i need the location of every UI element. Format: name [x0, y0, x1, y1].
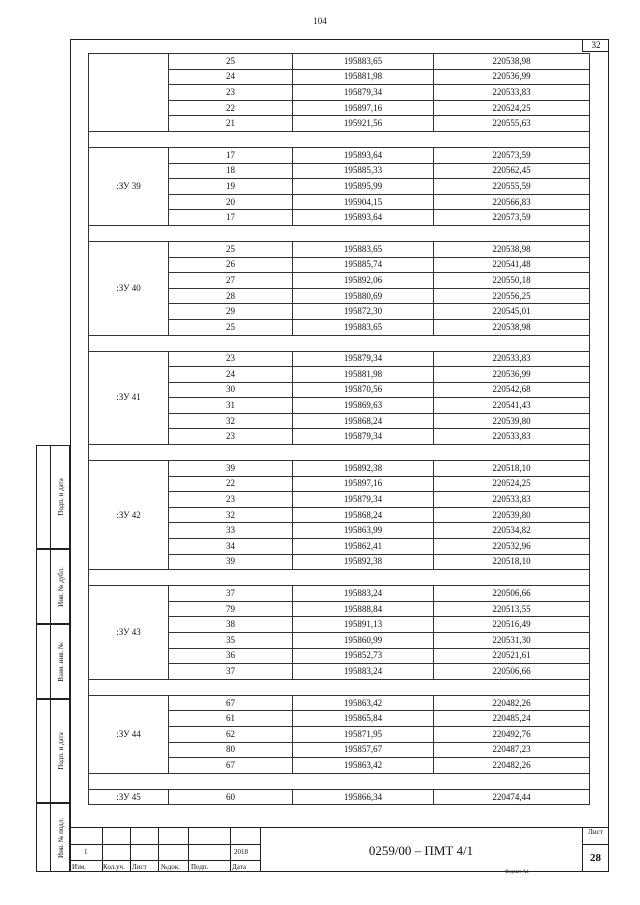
left-signature-strip: [36, 445, 70, 872]
table-row: [89, 789, 590, 805]
tb-ndok: №док.: [161, 863, 180, 871]
y-coordinate: 220538,98: [434, 54, 590, 70]
point-number: 31: [169, 398, 293, 414]
plot-label: :ЗУ 40: [89, 241, 169, 335]
x-coordinate: 195868,24: [293, 507, 434, 523]
point-number: 28: [169, 288, 293, 304]
y-coordinate: 220521,61: [434, 648, 590, 664]
x-coordinate: 195892,38: [293, 461, 434, 477]
point-number: 39: [169, 554, 293, 570]
y-coordinate: 220556,25: [434, 288, 590, 304]
strip-cell-podp-data-2: Подп. и дата: [36, 699, 70, 803]
y-coordinate: 220524,25: [434, 476, 590, 492]
point-number: 25: [169, 54, 293, 70]
x-coordinate: 195893,64: [293, 147, 434, 163]
plot-label: :ЗУ 39: [89, 147, 169, 225]
table-row: [89, 695, 590, 711]
table-row: [89, 241, 590, 257]
point-number: 22: [169, 100, 293, 116]
document-code: 0259/00 – ПМТ 4/1: [368, 843, 474, 858]
y-coordinate: 220533,83: [434, 429, 590, 445]
y-coordinate: 220555,59: [434, 179, 590, 195]
x-coordinate: 195868,24: [293, 413, 434, 429]
y-coordinate: 220492,76: [434, 726, 590, 742]
x-coordinate: 195881,98: [293, 367, 434, 383]
point-number: 17: [169, 147, 293, 163]
x-coordinate: 195892,06: [293, 273, 434, 289]
x-coordinate: 195881,98: [293, 69, 434, 85]
point-number: 38: [169, 617, 293, 633]
point-number: 67: [169, 695, 293, 711]
x-coordinate: 195879,34: [293, 85, 434, 101]
point-number: 39: [169, 461, 293, 477]
y-coordinate: 220539,80: [434, 507, 590, 523]
x-coordinate: 195866,34: [293, 789, 434, 805]
x-coordinate: 195893,64: [293, 210, 434, 226]
group-separator: [89, 225, 590, 241]
table-row: [89, 54, 590, 70]
x-coordinate: 195865,84: [293, 711, 434, 727]
strip-cell-podp-data-1: Подп. и дата: [36, 445, 70, 549]
y-coordinate: 220533,83: [434, 492, 590, 508]
coordinates-table: [88, 53, 590, 805]
point-number: 60: [169, 789, 293, 805]
y-coordinate: 220562,45: [434, 163, 590, 179]
x-coordinate: 195871,95: [293, 726, 434, 742]
y-coordinate: 220516,49: [434, 617, 590, 633]
page-number: 104: [313, 16, 327, 26]
y-coordinate: 220555,63: [434, 116, 590, 132]
x-coordinate: 195879,34: [293, 429, 434, 445]
point-number: 80: [169, 742, 293, 758]
y-coordinate: 220573,59: [434, 147, 590, 163]
x-coordinate: 195852,73: [293, 648, 434, 664]
y-coordinate: 220533,83: [434, 351, 590, 367]
plot-label: :ЗУ 42: [89, 461, 169, 570]
point-number: 22: [169, 476, 293, 492]
plot-label: :ЗУ 41: [89, 351, 169, 445]
x-coordinate: 195863,42: [293, 695, 434, 711]
y-coordinate: 220536,99: [434, 69, 590, 85]
point-number: 18: [169, 163, 293, 179]
y-coordinate: 220532,96: [434, 539, 590, 555]
group-separator: [89, 445, 590, 461]
x-coordinate: 195879,34: [293, 351, 434, 367]
point-number: 29: [169, 304, 293, 320]
tb-izm: Изм.: [72, 863, 86, 871]
format-label: Формат А4: [505, 870, 529, 875]
y-coordinate: 220566,83: [434, 194, 590, 210]
y-coordinate: 220536,99: [434, 367, 590, 383]
x-coordinate: 195885,74: [293, 257, 434, 273]
x-coordinate: 195897,16: [293, 100, 434, 116]
x-coordinate: 195880,69: [293, 288, 434, 304]
y-coordinate: 220538,98: [434, 319, 590, 335]
point-number: 19: [169, 179, 293, 195]
point-number: 21: [169, 116, 293, 132]
y-coordinate: 220542,68: [434, 382, 590, 398]
point-number: 23: [169, 351, 293, 367]
y-coordinate: 220485,24: [434, 711, 590, 727]
point-number: 37: [169, 664, 293, 680]
point-number: 36: [169, 648, 293, 664]
tb-row-value: 1: [84, 848, 88, 856]
y-coordinate: 220518,10: [434, 461, 590, 477]
point-number: 61: [169, 711, 293, 727]
point-number: 33: [169, 523, 293, 539]
y-coordinate: 220573,59: [434, 210, 590, 226]
point-number: 34: [169, 539, 293, 555]
tb-list: Лист: [132, 863, 147, 871]
point-number: 23: [169, 492, 293, 508]
x-coordinate: 195883,24: [293, 664, 434, 680]
y-coordinate: 220533,83: [434, 85, 590, 101]
group-separator: [89, 131, 590, 147]
y-coordinate: 220550,18: [434, 273, 590, 289]
y-coordinate: 220541,43: [434, 398, 590, 414]
point-number: 32: [169, 507, 293, 523]
group-separator: [89, 773, 590, 789]
point-number: 37: [169, 586, 293, 602]
tb-podp: Подп.: [191, 863, 209, 871]
y-coordinate: 220482,26: [434, 758, 590, 774]
group-separator: [89, 679, 590, 695]
y-coordinate: 220506,66: [434, 664, 590, 680]
x-coordinate: 195883,65: [293, 241, 434, 257]
x-coordinate: 195897,16: [293, 476, 434, 492]
point-number: 67: [169, 758, 293, 774]
y-coordinate: 220539,80: [434, 413, 590, 429]
point-number: 24: [169, 367, 293, 383]
y-coordinate: 220541,48: [434, 257, 590, 273]
sheet-number-top: 32: [582, 39, 609, 52]
tb-year: 2018: [234, 848, 248, 856]
point-number: 25: [169, 241, 293, 257]
x-coordinate: 195883,65: [293, 319, 434, 335]
y-coordinate: 220487,23: [434, 742, 590, 758]
x-coordinate: 195904,15: [293, 194, 434, 210]
strip-cell-inv-podl: Инв. № подл.: [36, 803, 70, 872]
group-separator: [89, 570, 590, 586]
y-coordinate: 220538,98: [434, 241, 590, 257]
x-coordinate: 195892,38: [293, 554, 434, 570]
x-coordinate: 195863,42: [293, 758, 434, 774]
point-number: 32: [169, 413, 293, 429]
plot-label: :ЗУ 43: [89, 586, 169, 680]
x-coordinate: 195862,41: [293, 539, 434, 555]
table-row: [89, 147, 590, 163]
x-coordinate: 195921,56: [293, 116, 434, 132]
plot-label: [89, 54, 169, 132]
tb-koluch: Кол.уч.: [103, 863, 125, 871]
point-number: 79: [169, 601, 293, 617]
point-number: 30: [169, 382, 293, 398]
point-number: 27: [169, 273, 293, 289]
strip-cell-inv-dubl: Инв. № дубл.: [36, 549, 70, 624]
point-number: 24: [169, 69, 293, 85]
x-coordinate: 195895,99: [293, 179, 434, 195]
sheet-number: 28: [590, 852, 601, 864]
plot-label: :ЗУ 44: [89, 695, 169, 773]
y-coordinate: 220482,26: [434, 695, 590, 711]
point-number: 23: [169, 85, 293, 101]
y-coordinate: 220545,01: [434, 304, 590, 320]
tb-data: Дата: [232, 863, 246, 871]
strip-cell-vzam-inv: Взам. инв. №: [36, 624, 70, 699]
x-coordinate: 195860,99: [293, 633, 434, 649]
y-coordinate: 220524,25: [434, 100, 590, 116]
point-number: 17: [169, 210, 293, 226]
plot-label: :ЗУ 45: [89, 789, 169, 805]
y-coordinate: 220513,55: [434, 601, 590, 617]
x-coordinate: 195869,63: [293, 398, 434, 414]
x-coordinate: 195888,84: [293, 601, 434, 617]
x-coordinate: 195883,24: [293, 586, 434, 602]
point-number: 20: [169, 194, 293, 210]
x-coordinate: 195863,99: [293, 523, 434, 539]
y-coordinate: 220518,10: [434, 554, 590, 570]
x-coordinate: 195891,13: [293, 617, 434, 633]
y-coordinate: 220506,66: [434, 586, 590, 602]
y-coordinate: 220531,30: [434, 633, 590, 649]
x-coordinate: 195879,34: [293, 492, 434, 508]
x-coordinate: 195857,67: [293, 742, 434, 758]
x-coordinate: 195870,56: [293, 382, 434, 398]
point-number: 25: [169, 319, 293, 335]
y-coordinate: 220534,82: [434, 523, 590, 539]
y-coordinate: 220474,44: [434, 789, 590, 805]
point-number: 62: [169, 726, 293, 742]
x-coordinate: 195872,30: [293, 304, 434, 320]
table-row: [89, 586, 590, 602]
point-number: 35: [169, 633, 293, 649]
x-coordinate: 195883,65: [293, 54, 434, 70]
table-row: [89, 461, 590, 477]
point-number: 26: [169, 257, 293, 273]
point-number: 23: [169, 429, 293, 445]
x-coordinate: 195885,33: [293, 163, 434, 179]
table-row: [89, 351, 590, 367]
group-separator: [89, 335, 590, 351]
sheet-label: Лист: [588, 828, 603, 836]
